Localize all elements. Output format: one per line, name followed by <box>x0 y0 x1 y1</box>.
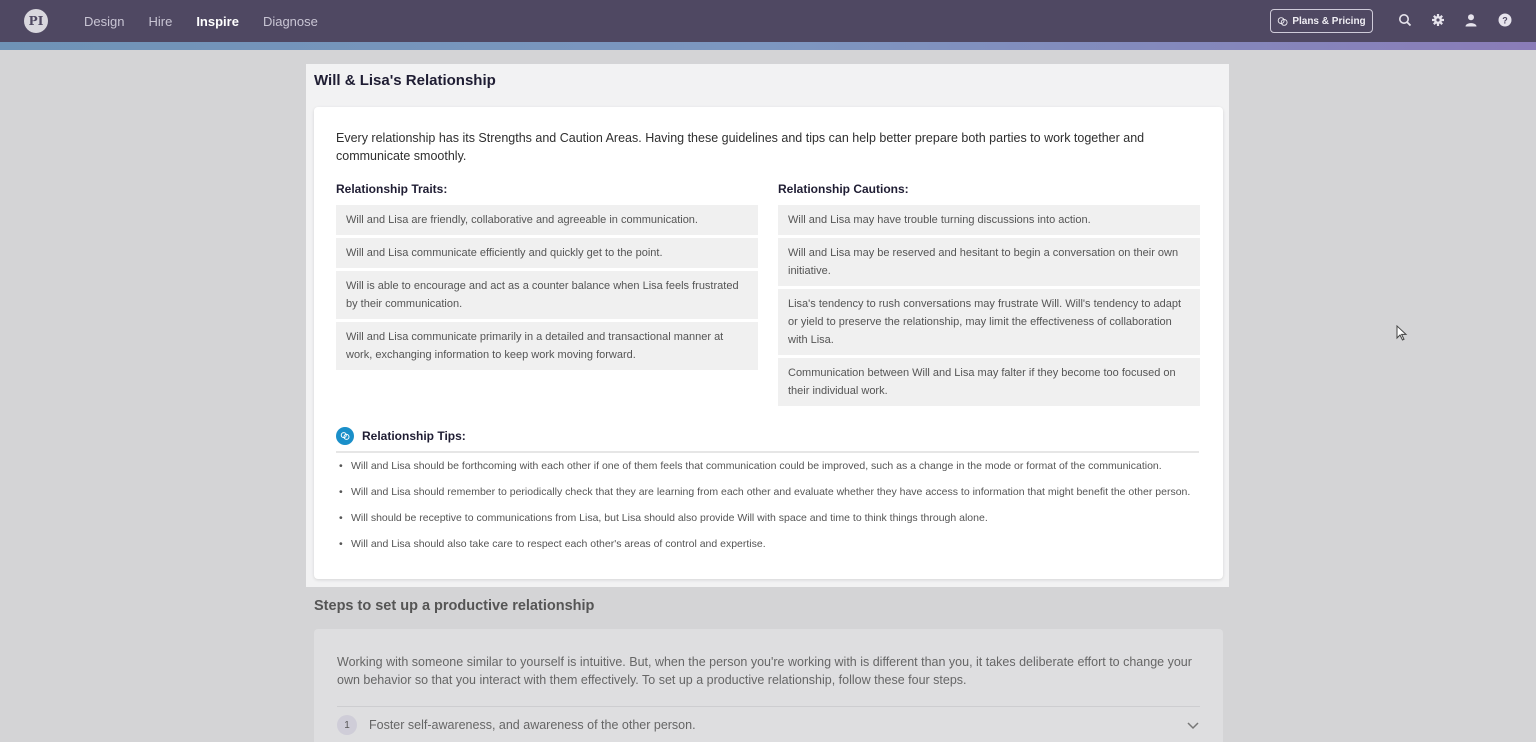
steps-title: Steps to set up a productive relationship <box>314 598 595 614</box>
step-label: Foster self-awareness, and awareness of the other person. <box>369 718 696 732</box>
tips-list <box>336 459 1206 563</box>
header-accent-stripe <box>0 42 1536 50</box>
relationship-intro: Every relationship has its Strengths and Caution Areas. Having these guidelines and tips can help better prepare both parties to work together and communicate smoothly. <box>336 131 1145 163</box>
pi-logo[interactable]: PI <box>24 9 48 33</box>
nav-hire[interactable]: Hire <box>148 13 173 29</box>
tips-header <box>336 427 1199 453</box>
tip-item: • Will and Lisa should also take care to respect each other's areas of control and expertise. <box>336 537 1206 551</box>
nav-inspire[interactable]: Inspire <box>196 13 239 29</box>
relationship-panel <box>306 64 1229 587</box>
mouse-cursor-icon <box>1396 325 1408 341</box>
chat-bubbles-icon <box>336 427 354 445</box>
nav-design[interactable]: Design <box>84 13 125 29</box>
tips-title: Relationship Tips: <box>362 429 466 443</box>
relationship-card <box>314 107 1223 579</box>
main-nav <box>84 0 342 42</box>
step-number: 1 <box>337 715 357 735</box>
search-icon[interactable] <box>1397 12 1413 28</box>
tip-item: • Will and Lisa should remember to periodically check that they are learning from each other and evaluate whether they have access to information that might benefit the other person. <box>336 485 1206 499</box>
steps-card <box>314 629 1223 742</box>
chevron-down-icon[interactable] <box>1186 718 1200 732</box>
caution-item: Communication between Will and Lisa may falter if they become too focused on their individual work. <box>778 358 1200 406</box>
trait-item: Will is able to encourage and act as a counter balance when Lisa feels frustrated by their communication. <box>336 271 758 319</box>
steps-intro: Working with someone similar to yourself is intuitive. But, when the person you're working with is different than you, it takes deliberate effort to change your own behavior so that you interact with them effectively. To set up a productive relationship, follow these four steps. <box>337 655 1192 687</box>
plans-pricing-label: Plans & Pricing <box>1292 15 1366 27</box>
svg-text:?: ? <box>1502 15 1508 26</box>
help-icon[interactable] <box>1497 12 1513 28</box>
trait-item: Will and Lisa communicate efficiently and quickly get to the point. <box>336 238 758 268</box>
step-accordion-1[interactable] <box>337 714 1200 736</box>
plans-pricing-button[interactable] <box>1270 9 1373 33</box>
tip-item: • Will should be receptive to communications from Lisa, but Lisa should also provide Will with space and time to think things through alone. <box>336 511 1206 525</box>
caution-item: Will and Lisa may have trouble turning discussions into action. <box>778 205 1200 235</box>
caution-item: Lisa's tendency to rush conversations may frustrate Will. Will's tendency to adapt or yield to preserve the relationship, may limit the effectiveness of collaboration with Lisa. <box>778 289 1200 355</box>
chat-bubbles-icon <box>1277 16 1288 27</box>
trait-item: Will and Lisa are friendly, collaborative and agreeable in communication. <box>336 205 758 235</box>
tip-item: • Will and Lisa should be forthcoming with each other if one of them feels that communication could be improved, such as a change in the mode or format of the communication. <box>336 459 1206 473</box>
caution-item: Will and Lisa may be reserved and hesitant to begin a conversation on their own initiative. <box>778 238 1200 286</box>
cautions-title: Relationship Cautions: <box>778 182 909 196</box>
relationship-title: Will & Lisa's Relationship <box>314 72 496 89</box>
top-nav-bar <box>0 0 1536 42</box>
traits-title: Relationship Traits: <box>336 182 448 196</box>
gear-icon[interactable] <box>1430 12 1446 28</box>
cautions-list <box>778 205 1200 409</box>
steps-divider <box>337 706 1200 707</box>
nav-diagnose[interactable]: Diagnose <box>262 13 318 29</box>
trait-item: Will and Lisa communicate primarily in a detailed and transactional manner at work, exchanging information to keep work moving forward. <box>336 322 758 370</box>
user-icon[interactable] <box>1463 12 1479 28</box>
traits-list <box>336 205 758 373</box>
